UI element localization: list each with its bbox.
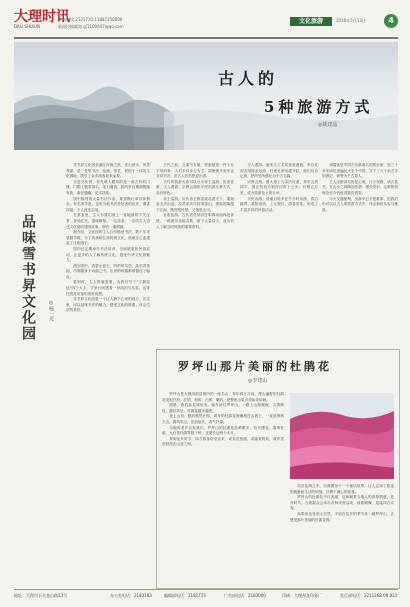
- footer: [14, 592, 398, 602]
- dujuan-body-right: 站在花海之中，仿佛置身于一个童话世界，让人忘却了旅途的疲惫和生活的烦恼，只剩下满心的欢喜。 罗坪山的杜鹃花不仅美丽，还承载着当地人的深厚情感，花开时节，白族群众会举办各种庆祝活动，载歌载舞，迎接四方宾客。 如果你也喜欢大自然，不妨在花开的季节来一趟罗坪山，去感受那片美丽的杜鹃花海。: [290, 484, 394, 522]
- paper-name: 大理时讯: [14, 9, 70, 25]
- header-date: 2016年5月13日: [336, 18, 366, 23]
- section-tag: 文化旅游: [290, 17, 332, 26]
- paper-name-en: DALI SHIXUN: [14, 24, 40, 29]
- feature-title-line-1: 古人的: [218, 69, 279, 88]
- header-info-line-2: 新闻投稿邮箱 gl1100647@qq.com: [58, 24, 124, 29]
- footer-ad-phone: 广告部电话：2183000: [224, 593, 266, 598]
- hero-landscape-image: [14, 42, 398, 150]
- feature-column-2: 文人漫游。唐宋文人尤其喜爱漫游，李白仗剑去国辞亲远游，杜甫壮游吴越齐赵，他们以诗记游，把所见所感化为千古名篇。 宗教云游。僧人道士为求法访道，常年云游四方，唐玄奘西行取经历时十七年，行程五万里，成为旅游史上的壮举。 平民出游。普通百姓多在节令时出游，春日踏青、重阳登高、上元观灯，游春赏花，形成了丰富多彩的民俗活动。: [240, 163, 318, 212]
- footer-editorial-phone: 编辑部电话：2181773: [164, 593, 206, 598]
- essay-body: 雪书昇文化园坐落在洱海之滨，依山傍水，风景秀丽，是一处集书法、绘画、茶艺、民俗于一体的文化园地，吸引了众多游客前来参观。 走进文化园，首先映入眼帘的是一座古朴的门楼，门楣上题着园名，笔力遒劲。园内亭台楼阁错落有致，曲径通幽，花木扶疏。 园中陈列着大量书法作品，篆隶楷行草各体俱全，有名家手迹，也有当地书法爱好者的佳作，墨香四溢，令人流连忘返。 在茶室里，主人为我们沏上一壶地道的下关沱茶，茶汤红亮，滋味醇厚。一边品茶，一边听主人讲述文化园的建园故事，别有一番情趣。 据介绍，文化园的主人自幼酷爱书法，数十年来笔耕不辍，为了传承和弘扬传统文化，他倾注心血建起了这座园子。 园内还定期举办书法培训、书画展览和民俗活动，让更多的人了解传统文化，感受中华文化的魅力。 漫步园中，看碧水蓝天，听松风鸟语，品书香茶韵，仿佛置身于诗画之中，尘世的喧嚣都被抛在了脑后。 临别时，主人挥毫泼墨，为我们写下"宁静致远"四个大字，字里行间透着一份淡泊与从容，也寄托着对来客的美好祝愿。 雪书昇文化园是一个让人静下心来的地方，在这里，可以品味书法的魅力，感受文化的厚重，体会生活的美好。: [66, 163, 150, 313]
- footer-printer: 印刷：大理州龙印务厂: [282, 593, 322, 598]
- masthead-rule: [14, 37, 398, 39]
- azalea-photo: [290, 393, 394, 479]
- essay-title: 品味雪书昇文化园: [20, 214, 36, 342]
- footer-address: 地址：大理市下关苍山路23号: [14, 593, 68, 598]
- footer-rule: [14, 589, 398, 590]
- footer-issue-phone: 发行部电话：2211268 09 813: [340, 593, 398, 598]
- footer-office-phone: 办公室电话：2183183: [110, 593, 152, 598]
- feature-column-3: 徐霞客是中国古代最著名的旅行家，他三十多年间足迹遍及大半个中国，写下了六十余万字的游记，被誉为千古奇人。 古人出游讲究的是心境，行万里路，读万卷书，在山水之间陶冶性情，增长见识，这种旅游理念至今仍值得我们借鉴。 今天交通便利，出游早已不是难事，但我们仍可以从古人的旅游方式中，体会那份从容与雅致。: [322, 163, 398, 212]
- azalea-hillside-illustration: [290, 393, 394, 479]
- dujuan-byline: ◎李建山: [248, 378, 268, 384]
- essay-byline: ◎杨一光: [48, 300, 54, 321]
- header-info-line-1: 新闻热线 2121710 13887258096: [58, 17, 123, 22]
- masthead: [0, 0, 410, 40]
- feature-byline: ◎姚建晶: [318, 122, 338, 128]
- dujuan-body-left: 罗坪山是大理洱源县境内的一座名山，每年四五月间，漫山遍野的杜鹃花竞相开放，红的、粉的、白的、紫的，把整座山装点得如诗如画。 清晨，我们从县城出发，驱车前往罗坪山。一路上山路蜿蜒，云雾缭绕，越往高处，杜鹃花越多越密。 登上山顶，眼前豁然开朗，成片的杜鹃花海铺展在山坡上，一直延伸到天边，微风吹过，花浪起伏，香气扑鼻。 当地的老乡告诉我们，罗坪山的杜鹃花品种繁多，有马缨花、露珠杜鹃、大白花杜鹃等数十种，花期长达两个多月。 每到花开时节，四方游客纷至沓来，或赏花拍照，或踏青野炊，欢声笑语回荡在山谷之间。: [162, 392, 284, 447]
- feature-title-line-2: 5种旅游方式: [264, 98, 374, 116]
- feature-column-1: 古代之前，交通不方便，旅游就是一件十分不易的事，人们多以步行为主，即使骑马坐车也非常辛苦，但古人依然热爱出游。 古代的旅游大致可以分为帝王巡游、官吏宦游、文人漫游、宗教云游和平民出游几种方式，各有特色。 帝王巡游。历代帝王都喜欢巡游天下，秦始皇五次出巡，汉武帝多次封禅泰山，康熙乾隆屡下江南，既视察民情，又饱览山川。 官吏宦游。古代官员常因任职调动而四处奔波，一路游历各地名胜，留下大量诗文，成为后人了解当时风物的重要资料。: [156, 163, 234, 229]
- page-number-badge: 4: [384, 14, 398, 28]
- dujuan-title: 罗坪山那片美丽的杜鹃花: [178, 360, 332, 373]
